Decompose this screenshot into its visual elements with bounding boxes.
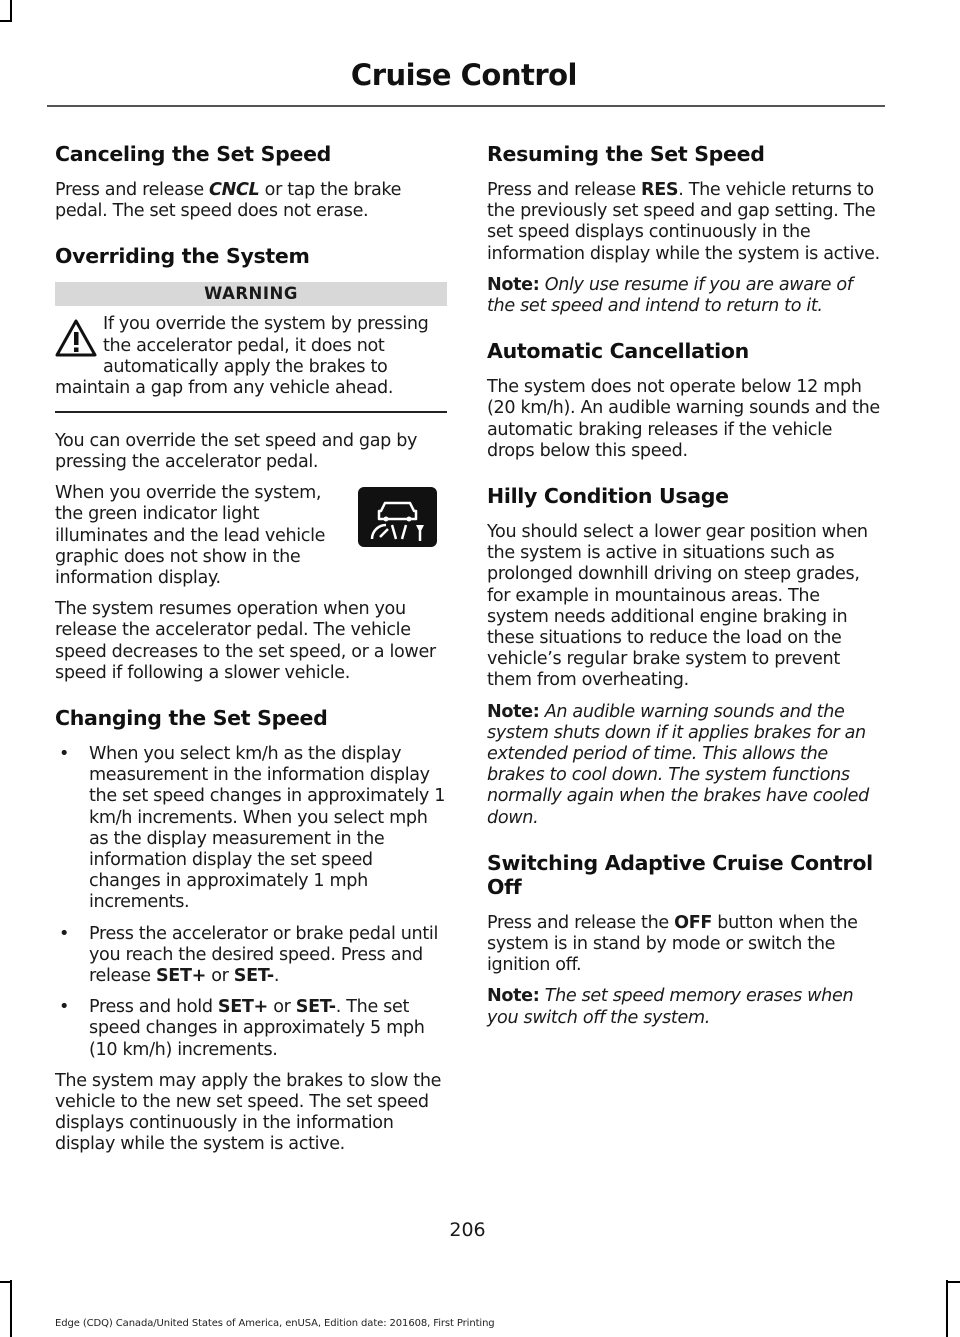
paragraph-cancel: Press and release CNCL or tap the brake pedal. The set speed does not erase. <box>55 180 402 222</box>
crop-mark <box>0 20 12 22</box>
heading-hilly: Hilly Condition Usage <box>487 484 729 509</box>
paragraph-brakes: The system may apply the brakes to slow the vehicle to the new set speed. The set speed displays continuously in the information display while the system is active. <box>55 1070 442 1155</box>
note-off: Note: The set speed memory erases when you switch off the system. <box>487 986 854 1028</box>
footer-edition: Edge (CDQ) Canada/United States of America, enUSA, Edition date: 201608, First Printing <box>55 1318 495 1329</box>
heading-overriding: Overriding the System <box>55 244 310 269</box>
changing-list <box>55 744 447 1061</box>
warning-label: WARNING <box>55 282 447 306</box>
paragraph-indicator: When you override the system, the green indicator light illuminates and the lead vehicle graphic does not show in the information display. <box>55 483 326 588</box>
warning-triangle-icon <box>55 318 97 358</box>
heading-changing: Changing the Set Speed <box>55 705 328 730</box>
paragraph-off: Press and release the OFF button when the system is in stand by mode or switch the ignition off. <box>487 912 858 976</box>
note-resume: Note: Only use resume if you are aware of the set speed and intend to return to it. <box>487 274 853 317</box>
list-item: • Press the accelerator or brake pedal until you reach the desired speed. Press and release SET+ or SET-. <box>55 924 447 988</box>
list-item: • Press and hold SET+ or SET-. The set speed changes in approximately 5 mph (10 km/h) increments. <box>55 997 447 1061</box>
header-divider <box>47 105 885 107</box>
crop-mark <box>10 0 12 22</box>
right-column <box>487 142 880 1039</box>
heading-automatic-cancellation: Automatic Cancellation <box>487 339 749 364</box>
crop-mark <box>946 1280 948 1337</box>
crop-mark <box>10 1280 12 1337</box>
list-item: • When you select km/h as the display measurement in the information display the set speed changes in approximately 1 km/h increments. When you select mph as the display measurement in the information display the set speed changes in approximately 1 mph increments. <box>55 744 447 914</box>
paragraph-hilly: You should select a lower gear position when the system is active in situations such as prolonged downhill driving on steep grades, for example in mountainous areas. The system needs additional engine braking in these situations to reduce the load on the vehicle’s regular brake system to prevent them from overheating. <box>487 522 868 691</box>
crop-mark <box>0 1281 12 1283</box>
heading-resuming: Resuming the Set Speed <box>487 142 765 166</box>
left-column <box>55 142 447 1166</box>
warning-block <box>55 314 447 399</box>
adaptive-cruise-override-indicator-icon <box>358 487 437 547</box>
page-number: 206 <box>449 1219 486 1241</box>
paragraph-resumes: The system resumes operation when you release the accelerator pedal. The vehicle speed decreases to the set speed, or a lower speed if following a slower vehicle. <box>55 599 436 683</box>
paragraph-override: You can override the set speed and gap by pressing the accelerator pedal. <box>55 430 418 472</box>
note-hilly: Note: An audible warning sounds and the system shuts down if it applies brakes for an extended period of time. This allows the brakes to cool down. The system functions normally again when the brakes have cooled down. <box>487 701 869 828</box>
paragraph-resume: Press and release RES. The vehicle returns to the previously set speed and gap setting. The set speed displays continuously in the information display while the system is active. <box>487 180 880 264</box>
page-title: Cruise Control <box>350 58 577 92</box>
warning-text: If you override the system by pressing the accelerator pedal, it does not automatically apply the brakes to maintain a gap from any vehicle ahead. <box>55 314 429 399</box>
crop-mark <box>946 1281 960 1283</box>
warning-divider <box>55 411 447 413</box>
heading-canceling: Canceling the Set Speed <box>55 142 332 166</box>
paragraph-auto: The system does not operate below 12 mph (20 km/h). An audible warning sounds and the automatic braking releases if the vehicle drops below this speed. <box>487 377 880 461</box>
heading-switching-off: Switching Adaptive Cruise Control Off <box>487 850 873 899</box>
